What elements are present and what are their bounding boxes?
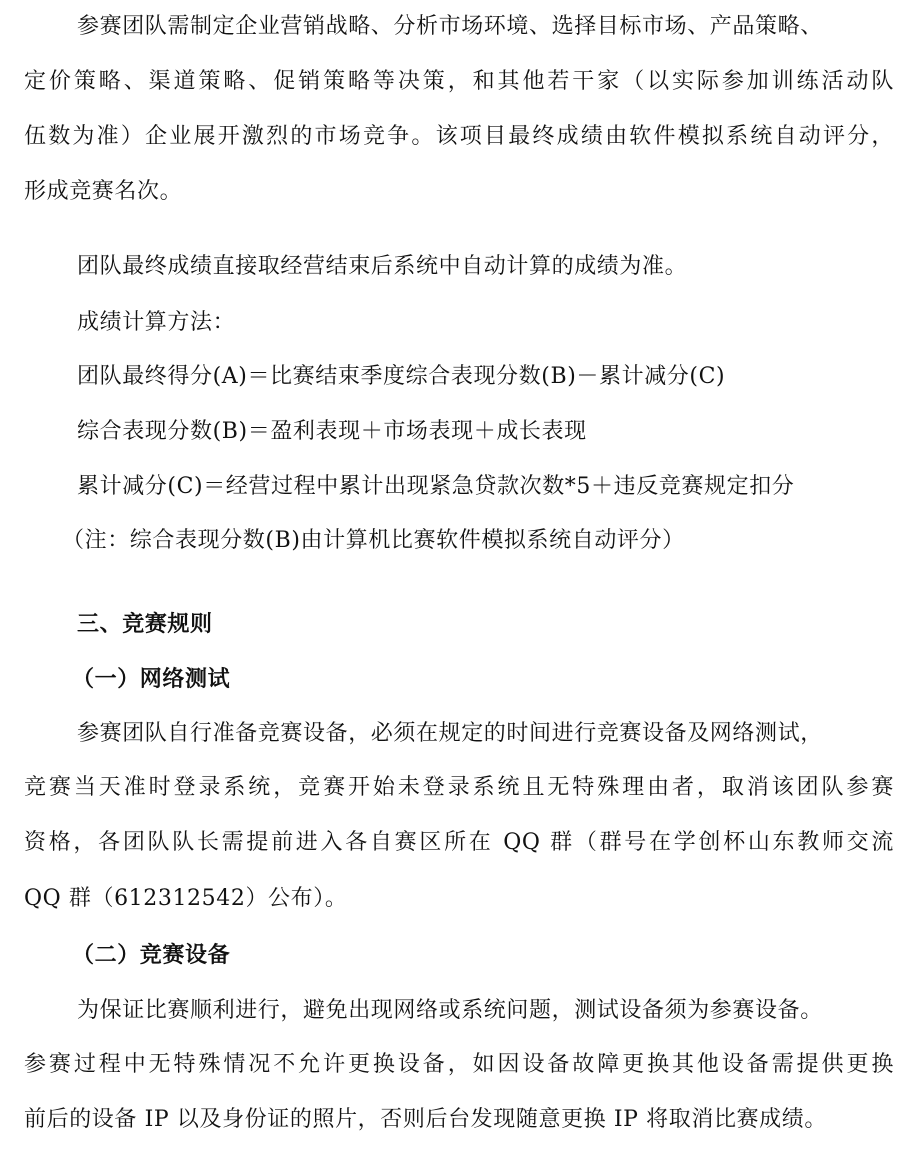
paragraph-line: 竞赛当天准时登录系统，竞赛开始未登录系统且无特殊理由者，取消该团队参赛 bbox=[24, 775, 894, 800]
paragraph-line: 形成竞赛名次。 bbox=[24, 179, 183, 204]
paragraph-line: 参赛过程中无特殊情况不允许更换设备，如因设备故障更换其他设备需提供更换 bbox=[24, 1052, 894, 1077]
subsection-heading: （一）网络测试 bbox=[72, 667, 231, 692]
paragraph-line: 为保证比赛顺利进行，避免出现网络或系统问题，测试设备须为参赛设备。 bbox=[77, 998, 823, 1023]
paragraph-line: 前后的设备 IP 以及身份证的照片，否则后台发现随意更换 IP 将取消比赛成绩。 bbox=[24, 1107, 827, 1132]
section-heading: 三、竞赛规则 bbox=[77, 612, 213, 637]
formula-line-c: 累计减分(C)＝经营过程中累计出现紧急贷款次数*5＋违反竞赛规定扣分 bbox=[77, 474, 795, 499]
paragraph-text: 团队最终成绩直接取经营结束后系统中自动计算的成绩为准。 bbox=[77, 254, 688, 279]
formula-heading: 成绩计算方法： bbox=[77, 310, 236, 335]
paragraph-line: 参赛团队需制定企业营销战略、分析市场环境、选择目标市场、产品策略、 bbox=[77, 14, 823, 39]
formula-line-b: 综合表现分数(B)＝盈利表现＋市场表现＋成长表现 bbox=[77, 419, 587, 444]
paragraph-line: 资格，各团队队长需提前进入各自赛区所在 QQ 群（群号在学创杯山东教师交流 bbox=[24, 830, 894, 855]
paragraph-line: 伍数为准）企业展开激烈的市场竞争。该项目最终成绩由软件模拟系统自动评分， bbox=[24, 124, 894, 149]
paragraph-line: 定价策略、渠道策略、促销策略等决策，和其他若干家（以实际参加训练活动队 bbox=[24, 69, 894, 94]
formula-note: （注：综合表现分数(B)由计算机比赛软件模拟系统自动评分） bbox=[62, 528, 685, 553]
paragraph-line: QQ 群（612312542）公布）。 bbox=[24, 886, 348, 911]
formula-line-a: 团队最终得分(A)＝比赛结束季度综合表现分数(B)－累计减分(C) bbox=[77, 364, 726, 389]
subsection-heading: （二）竞赛设备 bbox=[72, 943, 231, 968]
paragraph-line: 参赛团队自行准备竞赛设备，必须在规定的时间进行竞赛设备及网络测试， bbox=[77, 721, 823, 746]
